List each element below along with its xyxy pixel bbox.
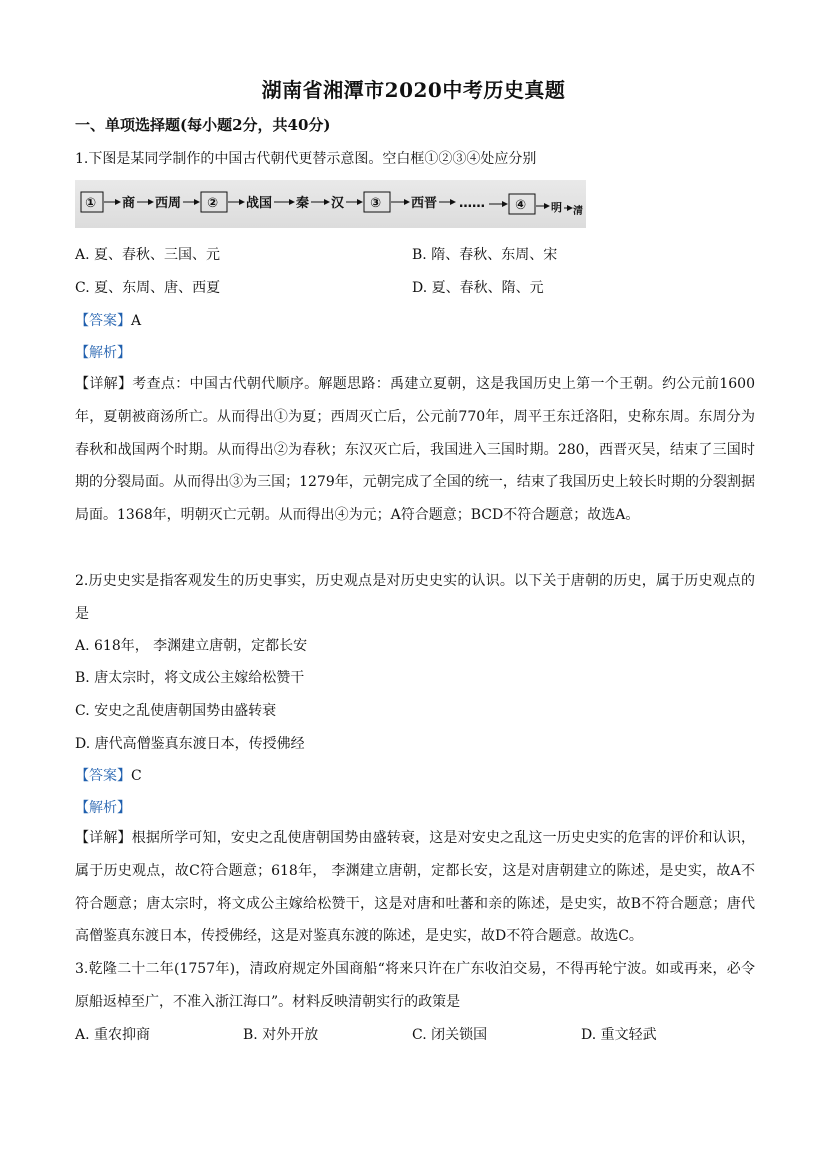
q1-option-d: D. 夏、春秋、隋、元 <box>412 280 544 296</box>
answer-tag: 【答案】 <box>75 768 131 784</box>
blank-box-2-label: ② <box>207 196 219 211</box>
detail-text: 根据所学可知，安史之乱使唐朝国势由盛转衰，这是对安史之乱这一历史史实的危害的评价和认识，属于历史观点，故C符合题意；618年， 李渊建立唐朝，定都长安，这是对唐朝建立的陈述，是史实，故A不符合题意；唐太宗时，将文成公主嫁给松赞干，这是对唐和吐蕃和亲的陈述，是史实，故B不符合题意；唐代高僧鉴真东渡日本，传授佛经，这是对鉴真东渡的陈述，是史实，故D不符合题意。故选C。 <box>75 830 756 945</box>
q2-option-d: D. 唐代高僧鉴真东渡日本，传授佛经 <box>75 736 305 752</box>
page-title: 湖南省湘潭市2020中考历史真题 <box>261 78 566 102</box>
dynasty-label: 汉 <box>331 196 345 211</box>
q3-option-a: A. 重农抑商 <box>75 1027 151 1043</box>
q2-answer <box>75 765 142 785</box>
q2-option-a: A. 618年， 李渊建立唐朝，定都长安 <box>75 638 308 654</box>
section-heading: 一、单项选择题(每小题2分，共40分) <box>75 116 331 134</box>
q3-option-c: C. 闭关锁国 <box>412 1027 488 1043</box>
dynasty-label: 战国 <box>246 196 273 211</box>
q1-answer <box>75 310 141 330</box>
q1-option-c: C. 夏、东周、唐、西夏 <box>75 280 221 296</box>
answer-value: A <box>131 313 142 329</box>
detail-tag: 【详解】 <box>75 376 133 392</box>
dynasty-label: 西晋 <box>411 196 438 211</box>
ellipsis: …… <box>459 196 485 211</box>
dynasty-label: 西周 <box>155 196 182 211</box>
answer-tag: 【答案】 <box>75 313 131 329</box>
dynasty-diagram <box>75 180 586 228</box>
q2-option-b: B. 唐太宗时，将文成公主嫁给松赞干 <box>75 670 305 686</box>
q1-stem: 1.下图是某同学制作的中国古代朝代更替示意图。空白框①②③④处应分别 <box>75 151 537 167</box>
detail-text: 考查点：中国古代朝代顺序。解题思路：禹建立夏朝，这是我国历史上第一个王朝。约公元前1600年，夏朝被商汤所亡。从而得出①为夏；西周灭亡后，公元前770年，周平王东迁洛阳，史称东周。东周分为春秋和战国两个时期。从而得出②为春秋；东汉灭亡后，我国进入三国时期。280，西晋灭吴，结束了三国时期的分裂局面。从而得出③为三国；1279年，元朝完成了全国的统一，结束了我国历史上较长时期的分裂割据局面。1368年，明朝灭亡元朝。从而得出④为元；A符合题意；BCD不符合题意；故选A。 <box>75 376 755 524</box>
q3-stem: 3.乾隆二十二年(1757年)，清政府规定外国商船“将来只许在广东收泊交易，不得再轮宁波。如或再来，必令原船返棹至广，不准入浙江海口”。材料反映清朝实行的政策是 <box>75 961 755 1010</box>
q3-option-d: D. 重文轻武 <box>581 1027 657 1043</box>
q2-detail <box>75 822 755 953</box>
q1-detail <box>75 368 755 532</box>
q1-option-a: A. 夏、春秋、三国、元 <box>75 247 221 263</box>
q2-analysis-tag: 【解析】 <box>75 800 131 816</box>
detail-tag: 【详解】 <box>75 830 132 846</box>
blank-box-4-label: ④ <box>515 198 527 213</box>
q1-analysis-tag: 【解析】 <box>75 345 131 361</box>
blank-box-1-label: ① <box>85 196 97 211</box>
dynasty-diagram-svg <box>75 180 586 228</box>
answer-value: C <box>131 768 142 784</box>
q1-option-b: B. 隋、春秋、东周、宋 <box>412 247 558 263</box>
q2-stem: 2.历史史实是指客观发生的历史事实，历史观点是对历史史实的认识。以下关于唐朝的历史，属于历史观点的是 <box>75 573 755 622</box>
dynasty-label: 秦 <box>296 196 310 211</box>
q3-option-b: B. 对外开放 <box>243 1027 319 1043</box>
q2-option-c: C. 安史之乱使唐朝国势由盛转衰 <box>75 703 277 719</box>
dynasty-label: 商 <box>122 196 136 211</box>
dynasty-label: 明 <box>551 201 562 214</box>
blank-box-3-label: ③ <box>370 196 382 211</box>
dynasty-label: 清 <box>573 206 583 217</box>
